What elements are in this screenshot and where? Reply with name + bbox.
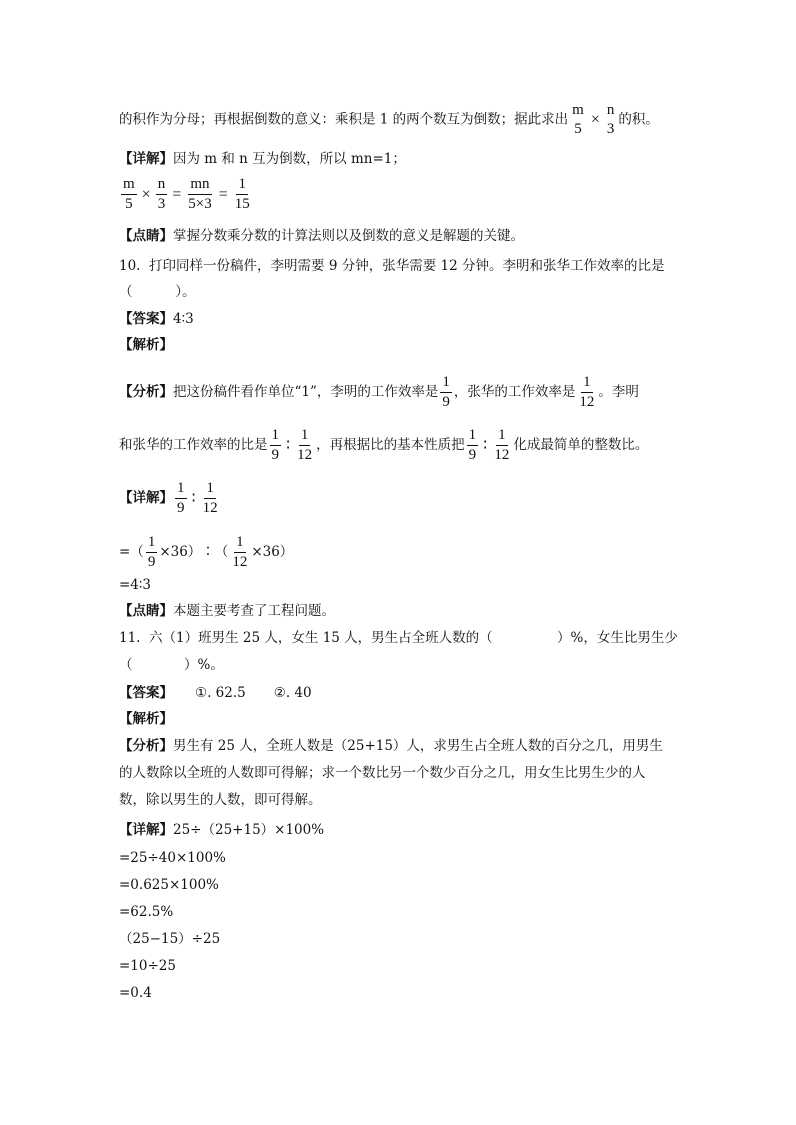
- fraction-1-over-9: $\frac{1}{9}$: [468, 427, 477, 463]
- jiexi-tag: 【解析】: [119, 337, 173, 353]
- question-10-line-1: [119, 257, 664, 275]
- question-10-analysis-line-2: 和张华的工作效率的比是 $\frac{1}{9}$ ∶ $\frac{1}{12}$ ，再根据比的基本性质把 $\frac{1}{9}$ ∶ $\frac{1}{12}$ 化成最简单的整数比。: [119, 427, 649, 463]
- fraction-m-over-5: m 5: [572, 102, 584, 137]
- ratio-colon: ∶: [483, 436, 488, 454]
- question-11-line-2: [119, 656, 224, 674]
- key-point-line: [119, 227, 524, 245]
- question-10-key-point: 【点睛】本题主要考查了工程问题。: [119, 603, 335, 619]
- fraction-1-over-9: $\frac{1}{9}$: [177, 480, 185, 516]
- key-point-tag: 【点睛】: [119, 228, 173, 244]
- detail-line: [119, 150, 406, 168]
- ratio-colon: ∶: [191, 489, 196, 507]
- times-sign: ×: [141, 185, 151, 203]
- fraction-1-over-12: $\frac{1}{12}$: [494, 427, 510, 463]
- answer-tag: 【答案】: [119, 685, 173, 701]
- analysis-text: 的积作为分母；再根据倒数的意义：乘积是 1 的两个数互为倒数；据此求出: [119, 111, 569, 128]
- question-10-line-2: [119, 283, 196, 301]
- fraction-n-over-3: $\frac{n}{3}$: [157, 176, 166, 212]
- fraction-1-over-9: $\frac{1}{9}$: [271, 427, 279, 463]
- question-10-detail: [119, 481, 222, 516]
- detail-tag: 【详解】: [119, 822, 173, 838]
- detail-tag: 【详解】: [119, 151, 173, 167]
- fraction-1-over-9: $\frac{1}{9}$: [147, 534, 156, 570]
- fraction-1-over-12: $\frac{1}{12}$: [579, 374, 595, 410]
- key-point-text: 掌握分数乘分数的计算法则以及倒数的意义是解题的关键。: [173, 228, 524, 244]
- times-sign: ×: [590, 111, 600, 128]
- question-10-text: 10. 打印同样一份稿件，李明需要 9 分钟，张华需要 12 分钟。李明和张华工作效率的比是: [119, 258, 665, 274]
- fraction-mn-over-5x3: $\frac{mn}{5\times 3}$: [188, 176, 212, 212]
- detail-text: 因为 m 和 n 互为倒数，所以 mn=1；: [173, 151, 406, 167]
- key-point-tag: 【点睛】: [119, 603, 173, 619]
- question-11-step: =0.625×100%: [119, 877, 219, 893]
- question-10-step-1: =（ $\frac{1}{9}$ ×36）∶（ $\frac{1}{12}$ ×36）: [119, 534, 294, 570]
- analysis-continuation-line: [119, 103, 659, 137]
- fraction-m-over-5: $\frac{m}{5}$: [123, 176, 135, 212]
- analysis-tail: 的积。: [618, 111, 659, 128]
- question-10-jiexi: [119, 336, 173, 354]
- analysis-tag: 【分析】: [119, 738, 173, 754]
- question-11-text: 11. 六（1）班男生 25 人，女生 15 人，男生占全班人数的（ ）%，女生比男生少: [119, 630, 678, 646]
- answer-tag: 【答案】: [119, 311, 173, 327]
- question-11-step: =0.4: [119, 985, 152, 1001]
- fraction-1-over-9: $\frac{1}{9}$: [442, 374, 450, 410]
- question-11-step: （25−15）÷25: [119, 931, 221, 947]
- question-11-analysis-line-1: 【分析】男生有 25 人，全班人数是（25+15）人，求男生占全班人数的百分之几，用男生: [119, 738, 663, 754]
- answer-text: 4∶3: [173, 311, 194, 327]
- question-11-blank: （ ）%。: [119, 657, 224, 673]
- fraction-1-over-12: $\frac{1}{12}$: [232, 534, 248, 570]
- equals-sign: =: [218, 185, 228, 203]
- question-11-analysis-line-3: 数，除以男生的人数，即可得解。: [119, 792, 322, 808]
- question-11-analysis-line-2: 的人数除以全班的人数即可得解；求一个数比另一个数少百分之几，用女生比男生少的人: [119, 765, 646, 781]
- ratio-colon: ∶: [286, 436, 291, 454]
- question-10-step-2: =4∶3: [119, 577, 152, 593]
- answer-1: ①. 62.5: [195, 685, 246, 701]
- question-11-detail: 【详解】25÷（25+15）×100%: [119, 822, 325, 838]
- question-11-step: =25÷40×100%: [119, 850, 226, 866]
- detail-tag: 【详解】: [119, 490, 173, 506]
- question-10-blank: （ ）。: [119, 284, 196, 300]
- question-11-line-1: [119, 629, 678, 647]
- question-10-answer: [119, 310, 194, 328]
- fraction-n-over-3: n 3: [606, 102, 615, 137]
- equation-line: [119, 177, 254, 212]
- question-11-jiexi: [119, 710, 173, 728]
- fraction-1-over-12: $\frac{1}{12}$: [202, 480, 218, 516]
- equals-sign: =: [172, 185, 182, 203]
- fraction-1-over-15: $\frac{1}{15}$: [234, 176, 250, 212]
- question-11-answer: [119, 684, 312, 702]
- answer-2: ②. 40: [273, 685, 312, 701]
- question-10-analysis-line-1: 【分析】把这份稿件看作单位“1”，李明的工作效率是 $\frac{1}{9}$ ，张华的工作效率是 $\frac{1}{12}$ 。李明: [119, 374, 639, 410]
- jiexi-tag: 【解析】: [119, 711, 173, 727]
- analysis-tag: 【分析】: [119, 384, 173, 400]
- question-11-step: =10÷25: [119, 958, 176, 974]
- fraction-1-over-12: $\frac{1}{12}$: [297, 427, 313, 463]
- question-11-step: =62.5%: [119, 904, 174, 920]
